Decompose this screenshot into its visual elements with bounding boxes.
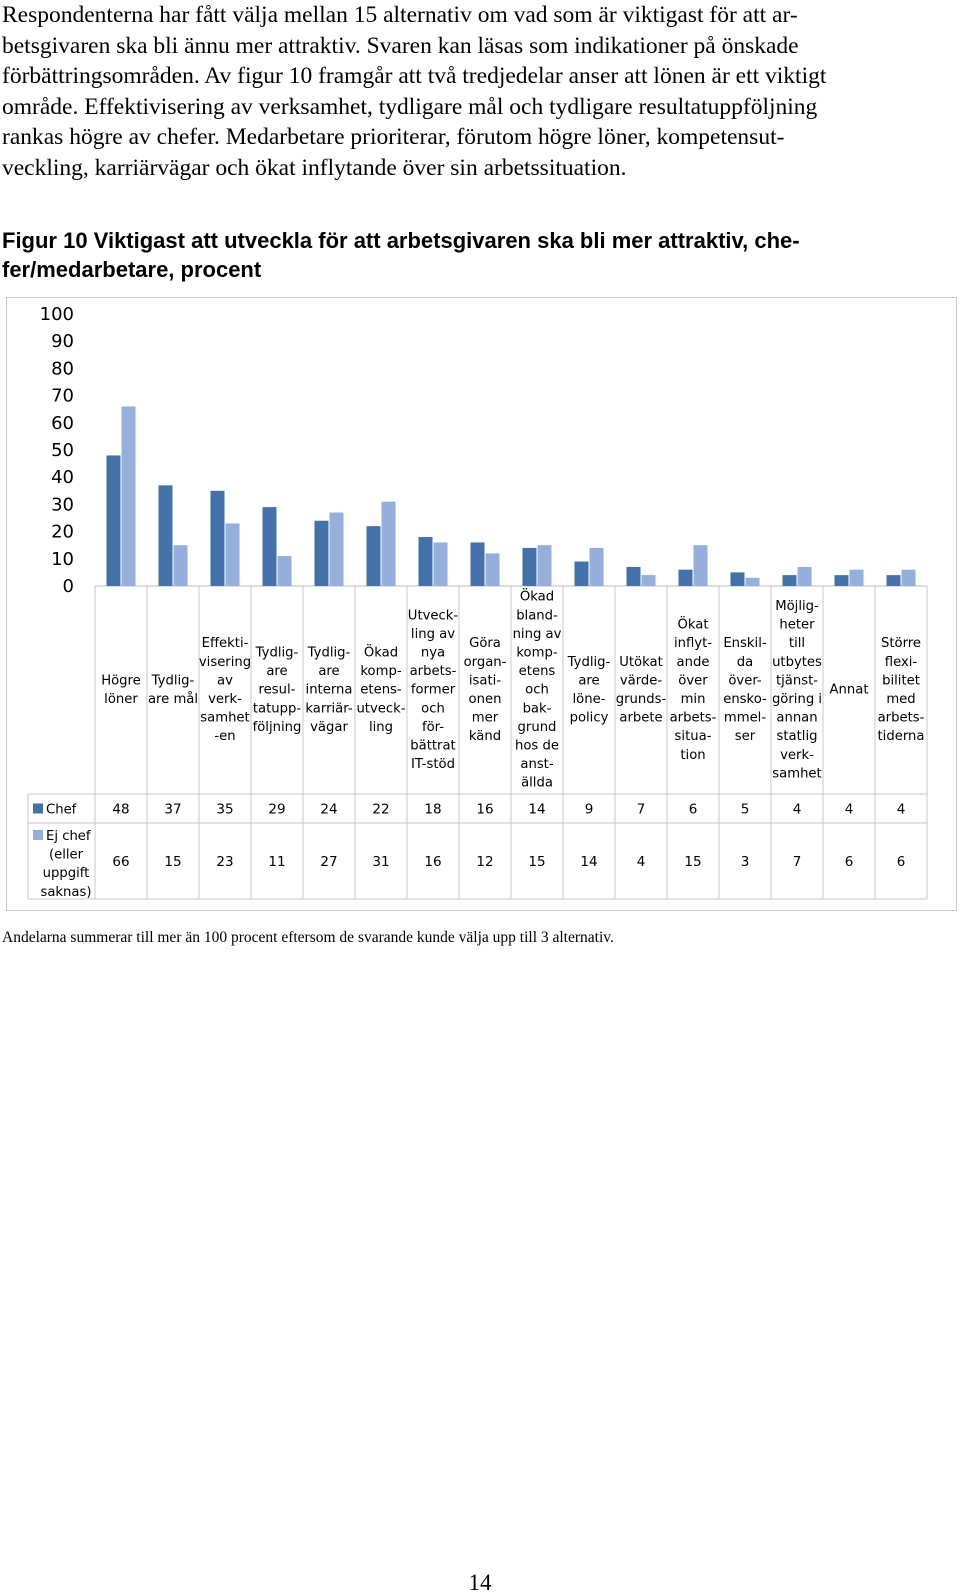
category-label-line: göring i <box>771 692 823 707</box>
intro-line: område. Effektivisering av verksamhet, tydligare mål och tydligare resultatuppföljning <box>2 93 818 120</box>
y-tick-label: 0 <box>62 576 74 597</box>
bar-ej-chef <box>798 567 812 586</box>
category-label-line: av <box>217 673 233 689</box>
category-label-line: nya <box>420 645 446 661</box>
bar-chef <box>679 570 693 586</box>
category-label-line: isati- <box>468 673 502 689</box>
legend-label-line: (eller <box>48 847 84 863</box>
category-label-line: onen <box>468 692 502 707</box>
bar-ej-chef <box>538 545 552 586</box>
category-label-line: bak- <box>522 701 552 717</box>
bar-chef <box>315 521 329 586</box>
category-label-line: arbets- <box>877 710 925 726</box>
table-value: 15 <box>528 854 546 870</box>
category-label-line: vägar <box>310 719 348 735</box>
table-value: 4 <box>792 801 802 818</box>
table-value: 15 <box>684 854 702 870</box>
category-label-line: arbets- <box>409 664 457 680</box>
category-label-line: resul- <box>258 682 296 698</box>
category-label-line: värde- <box>619 673 663 689</box>
table-value: 15 <box>164 854 182 870</box>
category-label-line: are <box>318 664 340 680</box>
category-label-line: mer <box>471 710 499 726</box>
category-label-line: former <box>410 682 456 698</box>
category-label-line: Utökat <box>619 654 663 670</box>
bar-chef <box>211 491 225 586</box>
category-label-line: ning av <box>512 626 562 642</box>
figure-title-line: fer/medarbetare, procent <box>2 257 262 282</box>
category-label-line: Högre <box>101 673 141 689</box>
category-label-line: -en <box>214 729 236 745</box>
intro-line: Respondenterna har fått välja mellan 15 alternativ om vad som är viktigast för att ar- <box>2 2 798 28</box>
legend-label-line: saknas) <box>40 884 92 900</box>
category-label-line: samhet <box>772 766 822 782</box>
category-label-line: Ökat <box>677 617 709 633</box>
category-label-line: utveck- <box>356 701 406 717</box>
figure-title-line: Figur 10 Viktigast att utveckla för att arbetsgivaren ska bli mer attraktiv, che- <box>2 228 800 253</box>
category-label-line: min <box>680 692 706 707</box>
bar-chef <box>887 575 901 586</box>
category-label-line: ser <box>734 729 756 745</box>
bar-ej-chef <box>694 545 708 586</box>
category-label-line: da <box>736 654 754 670</box>
category-label-line: till <box>788 636 806 652</box>
category-label <box>830 683 869 698</box>
intro-paragraph <box>2 0 947 183</box>
legend-label-line: Ej chef <box>46 829 91 844</box>
table-value: 7 <box>792 854 802 870</box>
figure-10-chart <box>6 297 957 911</box>
category-label-line: etens- <box>360 682 402 698</box>
category-label-line: etens <box>518 664 556 680</box>
bar-chef <box>367 526 381 586</box>
category-label-line: grund <box>517 719 557 735</box>
category-label-line: karriär- <box>305 701 353 717</box>
category-label-line: Möjlig- <box>775 599 819 614</box>
bar-ej-chef <box>746 578 760 586</box>
bar-ej-chef <box>330 513 344 586</box>
bar-ej-chef <box>278 556 292 586</box>
category-label-line: bilitet <box>882 673 920 689</box>
category-label-line: inflyt- <box>673 636 713 652</box>
y-tick-label: 50 <box>51 440 74 461</box>
category-label-line: och <box>525 682 549 698</box>
category-label-line: visering <box>198 654 252 670</box>
category-label-line: ande <box>676 654 710 670</box>
category-label-line: hos de <box>515 738 559 754</box>
table-value: 11 <box>268 854 286 870</box>
y-tick-label: 40 <box>51 467 74 489</box>
table-value: 4 <box>896 801 906 818</box>
table-value: 12 <box>476 854 494 870</box>
legend-label-line: uppgift <box>42 866 90 882</box>
category-label-line: utbytes <box>772 654 822 670</box>
category-label-line: statlig <box>776 729 818 745</box>
table-value: 66 <box>112 854 130 870</box>
category-label-line: samhet <box>200 710 250 726</box>
bar-ej-chef <box>434 542 448 586</box>
bar-ej-chef <box>902 570 916 586</box>
table-value: 6 <box>688 801 698 818</box>
y-tick-label: 10 <box>51 548 74 570</box>
category-label-line: och <box>421 701 445 717</box>
category-label-line: mmel- <box>723 710 767 726</box>
table-value: 35 <box>216 801 234 818</box>
y-tick-label: 60 <box>51 412 74 434</box>
category-label-line: verk- <box>208 692 242 707</box>
category-label-line: Ökad <box>363 645 399 661</box>
category-label-line: annan <box>776 710 818 726</box>
y-tick-label: 20 <box>51 521 74 543</box>
category-label-line: bättrat <box>410 738 456 754</box>
category-label-line: ensko- <box>723 692 767 707</box>
category-label-line: Göra <box>469 636 501 652</box>
y-tick-label: 90 <box>51 331 74 353</box>
category-label-line: tjänst- <box>775 673 819 689</box>
table-value: 7 <box>636 801 646 818</box>
table-value: 31 <box>372 854 390 870</box>
category-label-line: Utveck- <box>407 608 459 624</box>
category-label-line: IT-stöd <box>411 757 455 773</box>
table-value: 16 <box>424 854 442 870</box>
table-value: 18 <box>424 801 442 818</box>
y-tick-label: 100 <box>39 304 74 325</box>
intro-line: veckling, karriärvägar och ökat inflytande över sin arbetssituation. <box>2 154 627 181</box>
table-value: 24 <box>320 801 338 818</box>
figure-title <box>2 226 947 284</box>
bar-ej-chef <box>226 523 240 586</box>
y-tick-label: 30 <box>51 494 74 516</box>
y-tick-label: 80 <box>51 358 74 380</box>
y-tick-label: 70 <box>51 385 74 407</box>
category-label-line: Tydlig- <box>307 645 351 661</box>
category-label-line: Tydlig- <box>255 645 299 661</box>
category-label-line: följning <box>252 719 302 735</box>
table-value: 4 <box>636 854 646 870</box>
bar-chef <box>731 572 745 586</box>
bar-chef <box>263 507 277 586</box>
category-label-line: ling <box>368 719 394 735</box>
category-label-line: över- <box>728 673 762 689</box>
bar-ej-chef <box>174 545 188 586</box>
legend-label-chef: Chef <box>46 802 77 818</box>
bar-ej-chef <box>382 502 396 586</box>
category-label-line: organ- <box>463 654 507 670</box>
legend-swatch-chef <box>33 804 43 814</box>
category-label-line: grunds- <box>615 692 667 707</box>
bar-chef <box>471 542 485 586</box>
bar-ej-chef <box>590 548 604 586</box>
category-label-line: med <box>886 692 916 707</box>
category-label-line: are mål <box>147 692 199 707</box>
page-number: 14 <box>468 1570 492 1595</box>
category-label <box>305 646 352 735</box>
bar-chef <box>783 575 797 586</box>
table-value: 5 <box>740 801 750 818</box>
category-label-line: verk- <box>780 747 814 763</box>
table-value: 27 <box>320 854 338 870</box>
category-label-line: löner <box>104 692 138 707</box>
bar-ej-chef <box>642 575 656 586</box>
category-label-line: are <box>578 673 600 689</box>
category-label-line: Effekti- <box>201 636 249 652</box>
chart-canvas <box>6 297 957 911</box>
category-label-line: interna <box>305 682 353 698</box>
category-label <box>253 646 302 735</box>
category-label-line: tion <box>680 747 706 763</box>
category-label-line: anst- <box>520 757 554 773</box>
category-label <box>408 608 459 772</box>
bar-chef <box>575 562 589 586</box>
category-label-line: arbete <box>619 710 663 726</box>
category-label-line: are <box>266 664 288 680</box>
category-label-line: flexi- <box>884 654 918 670</box>
bar-chef <box>159 485 173 586</box>
table-value: 23 <box>216 854 234 870</box>
table-value: 9 <box>584 801 594 818</box>
legend-swatch-ej-chef <box>33 830 43 840</box>
category-label-line: Annat <box>829 682 869 698</box>
table-value: 37 <box>164 801 182 818</box>
table-value: 16 <box>476 801 494 818</box>
category-label-line: tatupp- <box>252 701 302 717</box>
table-value: 4 <box>844 801 854 818</box>
category-label-line: för- <box>421 719 445 735</box>
bar-chef <box>523 548 537 586</box>
bar-chef <box>627 567 641 586</box>
bar-chef <box>835 575 849 586</box>
table-value: 14 <box>528 801 546 818</box>
table-value: 48 <box>112 801 130 818</box>
category-label-line: heter <box>779 617 815 633</box>
bar-chef <box>107 455 121 586</box>
intro-line: betsgivaren ska bli ännu mer attraktiv. Svaren kan läsas som indikationer på önskade <box>2 32 799 59</box>
category-label-line: situa- <box>674 729 712 745</box>
bar-ej-chef <box>486 553 500 586</box>
figure-footnote: Andelarna summerar till mer än 100 procent eftersom de svarande kunde välja upp till 3 alternativ. <box>2 929 614 946</box>
category-label-line: bland- <box>516 608 558 624</box>
table-value: 3 <box>740 854 750 870</box>
category-label-line: Tydlig- <box>151 673 195 689</box>
intro-line: rankas högre av chefer. Medarbetare prioriterar, förutom högre löner, kompetensut- <box>2 124 785 150</box>
table-value: 14 <box>580 854 598 870</box>
table-value: 6 <box>896 854 906 870</box>
category-label-line: policy <box>569 710 609 726</box>
category-label-line: komp- <box>360 664 402 680</box>
category-label-line: känd <box>468 729 502 745</box>
bar-chef <box>419 537 433 586</box>
table-value: 22 <box>372 801 390 818</box>
category-label-line: över <box>678 673 708 689</box>
category-label-line: ling av <box>410 626 456 642</box>
table-value: 29 <box>268 801 286 818</box>
category-label-line: arbets- <box>669 710 717 726</box>
intro-line: förbättringsområden. Av figur 10 framgår att två tredjedelar anser att lönen är ett viktigt <box>2 63 827 89</box>
category-label-line: Tydlig- <box>567 654 611 670</box>
table-value: 6 <box>844 854 854 870</box>
category-label-line: komp- <box>516 645 558 661</box>
category-label-line: Enskil- <box>723 636 767 652</box>
category-label-line: tiderna <box>877 729 925 745</box>
bar-ej-chef <box>850 570 864 586</box>
category-label-line: Ökad <box>519 589 555 605</box>
category-label-line: Större <box>880 636 922 652</box>
bar-ej-chef <box>122 406 136 586</box>
category-label-line: ällda <box>521 775 553 791</box>
category-label-line: löne- <box>572 692 606 707</box>
